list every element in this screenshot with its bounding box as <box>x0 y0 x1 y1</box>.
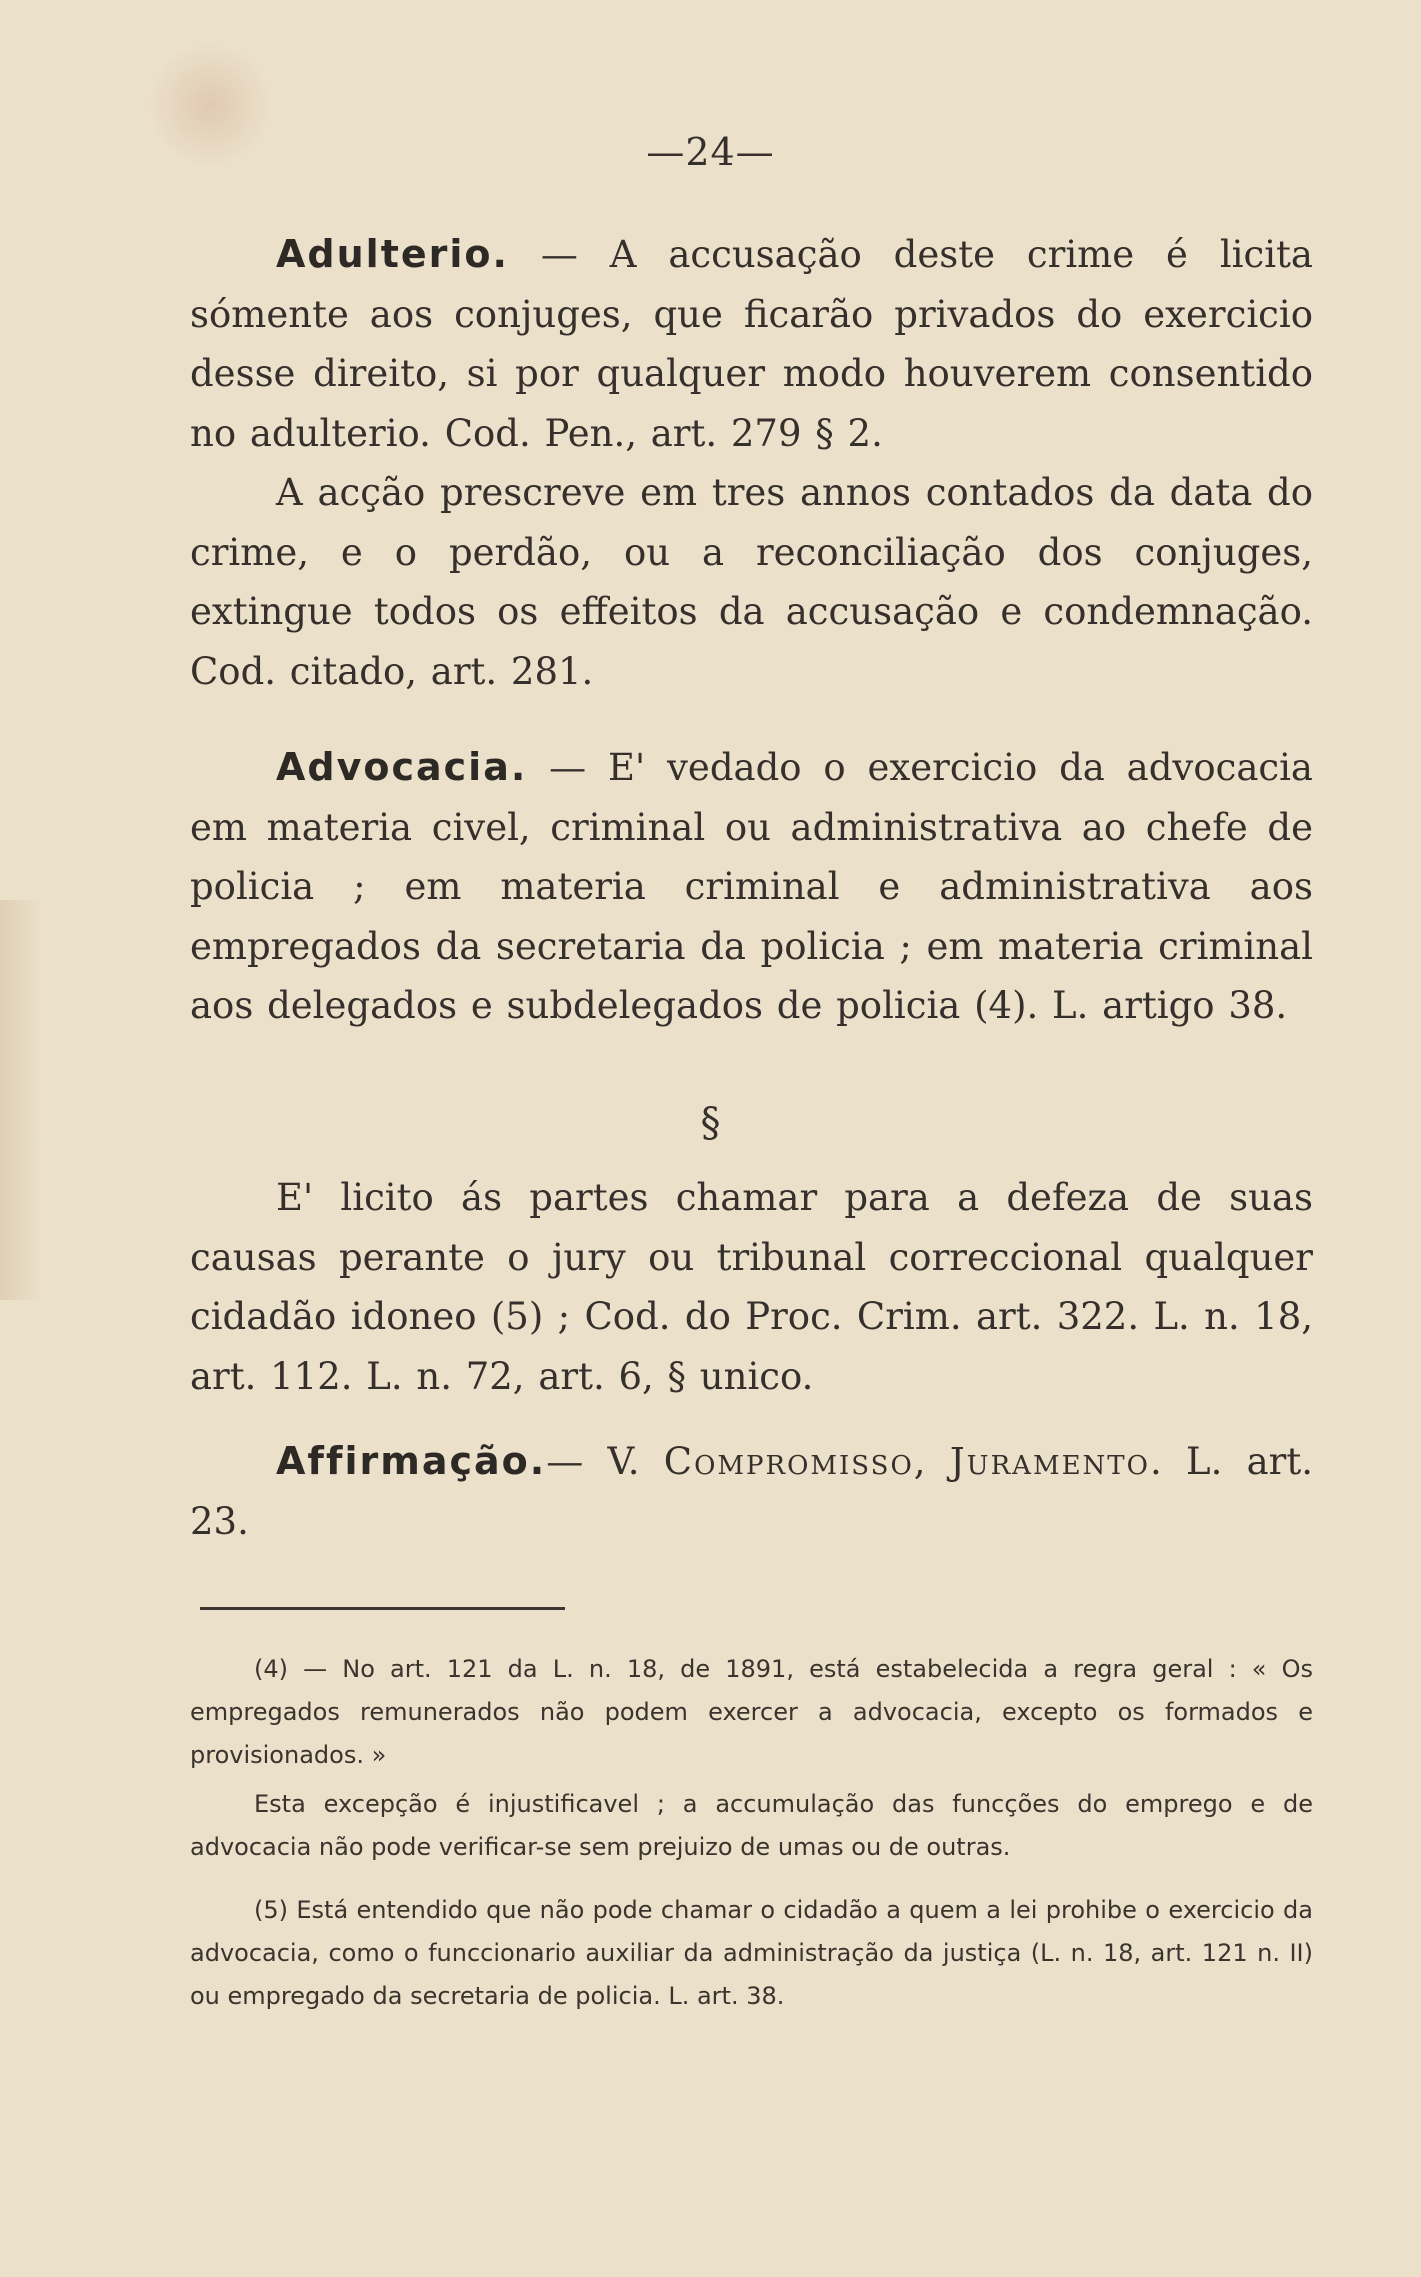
cross-reference-separator: , <box>913 1440 950 1483</box>
entry-title-advocacia: Advocacia. <box>276 745 528 789</box>
entry-dash: — <box>527 746 608 789</box>
footnote-divider <box>200 1607 565 1610</box>
entry-dash: — <box>508 233 610 276</box>
footnotes <box>190 1648 1313 2018</box>
entry-advocacia-paragraph <box>190 738 1313 1036</box>
entry-dash: — <box>546 1440 608 1483</box>
footnote-4-paragraph-1: (4) — No art. 121 da L. n. 18, de 1891, está estabelecida a regra geral : « Os empregados remunerados não podem exercer a advocacia, excepto os formados e provisionados. » <box>190 1655 1313 1769</box>
entry-affirmacao-prefix: V. <box>607 1440 664 1483</box>
entry-adulterio-text: A accusação deste crime é licita sómente aos conjuges, que ficarão privados do exercicio desse direito, si por qualquer modo houverem consentido no adulterio. Cod. Pen., art. 279 § 2. <box>190 233 1313 455</box>
footnote-4-paragraph-2: Esta excepção é injustificavel ; a accumulação das funcções do emprego e de advocacia não pode verificar-se sem prejuizo de umas ou de outras. <box>190 1790 1313 1861</box>
footnote-5: (5) Está entendido que não pode chamar o cidadão a quem a lei prohibe o exercicio da advocacia, como o funccionario auxiliar da administração da justiça (L. n. 18, art. 121 n. II) ou empregado da secretaria de policia. L. art. 38. <box>190 1896 1313 2010</box>
entry-title-adulterio: Adulterio. <box>276 232 509 276</box>
page-number: —24— <box>646 130 775 174</box>
cross-reference-juramento: Juramento <box>949 1440 1150 1483</box>
entry-affirmacao-suffix: . L. art. 23. <box>190 1440 1313 1543</box>
entry-adulterio-paragraph <box>190 225 1313 463</box>
entry-adulterio-paragraph-2: A acção prescreve em tres annos contados da data do crime, e o perdão, ou a reconciliação dos conjuges, extingue todos os effeitos da accusação e condemnação. Cod. citado, art. 281. <box>190 471 1313 693</box>
entry-affirmacao <box>190 1432 1313 1551</box>
entry-advocacia <box>190 738 1313 1036</box>
section-mark: § <box>700 1100 721 1146</box>
entry-adulterio <box>190 225 1313 701</box>
section-paragraph: E' licito ás partes chamar para a defeza de suas causas perante o jury ou tribunal correccional qualquer cidadão idoneo (5) ; Cod. do Proc. Crim. art. 322. L. n. 18, art. 112. L. n. 72, art. 6, § unico. <box>190 1176 1313 1398</box>
entry-advocacia-text: E' vedado o exercicio da advocacia em materia civel, criminal ou administrativa ao chefe de policia ; em materia criminal e administrativa aos empregados da secretaria da policia ; em materia criminal aos delegados e subdelegados de policia (4). L. artigo 38. <box>190 746 1313 1027</box>
entry-title-affirmacao: Affirmação. <box>276 1439 547 1483</box>
entry-affirmacao-paragraph <box>190 1432 1313 1551</box>
section-paragraph-block <box>190 1168 1313 1406</box>
cross-reference-compromisso: Compromisso <box>663 1440 914 1483</box>
